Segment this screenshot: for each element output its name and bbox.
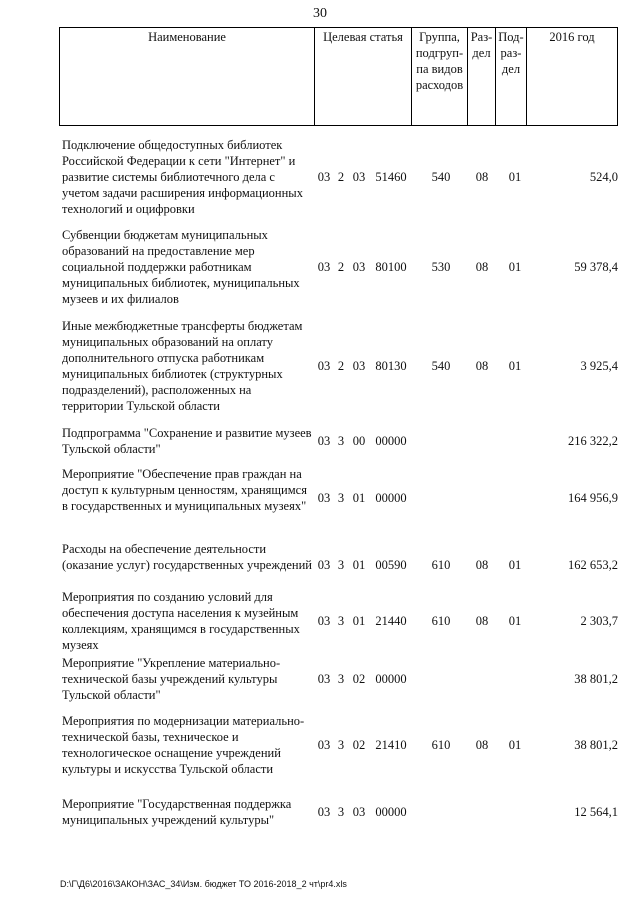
- target-article-code-part: 00000: [375, 672, 407, 686]
- section-value: 08: [475, 170, 489, 184]
- table-header: [59, 27, 618, 126]
- subsection-value: 01: [508, 359, 522, 373]
- target-article-code-part: 02: [352, 672, 366, 686]
- target-article-code-part: 03: [317, 805, 331, 819]
- row-name: Подпрограмма "Сохранение и развитие музеев Тульской области": [62, 426, 312, 456]
- amount-value: 38 801,2: [574, 672, 618, 686]
- target-article-code-part: 03: [317, 738, 331, 752]
- row-name: Мероприятие "Обеспечение прав граждан на доступ к культурным ценностям, хранящимся в государственных и муниципальных музеях": [62, 467, 307, 513]
- amount-value: 162 653,2: [568, 558, 618, 572]
- amount-value: 216 322,2: [568, 434, 618, 448]
- amount-value: 2 303,7: [580, 614, 618, 628]
- target-article-code-part: 2: [337, 170, 345, 184]
- amount-value: 164 956,9: [568, 491, 618, 505]
- target-article-code-part: 3: [337, 558, 345, 572]
- row-name: Подключение общедоступных библиотек Российской Федерации к сети "Интернет" и развитие системы библиотечного дела с учетом задачи расширения информационных технологий и оцифровки: [62, 138, 303, 216]
- target-article-code-part: 03: [317, 359, 331, 373]
- amount-value: 38 801,2: [574, 738, 618, 752]
- target-article-code-part: 03: [352, 805, 366, 819]
- target-article-code-part: 2: [337, 260, 345, 274]
- row-name: Мероприятие "Государственная поддержка муниципальных учреждений культуры": [62, 797, 292, 827]
- target-article-code-part: 00000: [375, 805, 407, 819]
- subsection-value: 01: [508, 170, 522, 184]
- target-article-code-part: 03: [317, 170, 331, 184]
- expense-group-value: 530: [431, 260, 451, 274]
- section-value: 08: [475, 614, 489, 628]
- section-value: 08: [475, 359, 489, 373]
- column-header-name: Наименование: [148, 30, 226, 44]
- section-value: 08: [475, 260, 489, 274]
- section-value: 08: [475, 738, 489, 752]
- target-article-code-part: 01: [352, 491, 366, 505]
- expense-group-value: 610: [431, 558, 451, 572]
- amount-value: 3 925,4: [580, 359, 618, 373]
- target-article-code-part: 03: [352, 170, 366, 184]
- target-article-code-part: 00: [352, 434, 366, 448]
- row-name: Мероприятия по модернизации материально-технической базы, техническое и технологическое оснащение учреждений культуры и искусства Тульской области: [62, 714, 305, 776]
- target-article-code-part: 03: [317, 558, 331, 572]
- target-article-code-part: 2: [337, 359, 345, 373]
- column-header-subsection: Под- раз- дел: [495, 28, 526, 125]
- subsection-value: 01: [508, 614, 522, 628]
- target-article-code-part: 03: [317, 672, 331, 686]
- target-article-code-part: 80100: [375, 260, 407, 274]
- expense-group-value: 610: [431, 738, 451, 752]
- target-article-code-part: 03: [317, 260, 331, 274]
- row-name: Мероприятия по созданию условий для обеспечения доступа населения к музейным коллекциям, хранящимся в государственных музеях: [62, 590, 300, 652]
- file-path-footer: D:\Г\Д6\2016\ЗАКОН\ЗАС_34\Изм. бюджет ТО 2016-2018_2 чт\pr4.xls: [60, 879, 347, 889]
- target-article-code-part: 00000: [375, 491, 407, 505]
- subsection-value: 01: [508, 260, 522, 274]
- target-article-code-part: 00590: [375, 558, 407, 572]
- target-article-code-part: 3: [337, 738, 345, 752]
- expense-group-value: 540: [431, 359, 451, 373]
- column-header-year-2016: 2016 год: [526, 28, 617, 125]
- target-article-code-part: 03: [317, 491, 331, 505]
- target-article-code-part: 3: [337, 434, 345, 448]
- target-article-code-part: 03: [352, 359, 366, 373]
- subsection-value: 01: [508, 558, 522, 572]
- target-article-code-part: 21440: [375, 614, 407, 628]
- row-name: Субвенции бюджетам муниципальных образований на предоставление мер социальной поддержки работникам муниципальных библиотек, муниципальных музеев и их филиалов: [62, 228, 300, 306]
- target-article-code-part: 01: [352, 614, 366, 628]
- amount-value: 12 564,1: [574, 805, 618, 819]
- amount-value: 524,0: [589, 170, 618, 184]
- column-header-expense-group: Группа, подгруп- па видов расходов: [411, 28, 467, 125]
- target-article-code-part: 3: [337, 805, 345, 819]
- target-article-code-part: 01: [352, 558, 366, 572]
- target-article-code-part: 3: [337, 672, 345, 686]
- target-article-code-part: 80130: [375, 359, 407, 373]
- target-article-code-part: 00000: [375, 434, 407, 448]
- column-header-section: Раз- дел: [467, 28, 495, 125]
- page-number: 30: [313, 6, 327, 21]
- target-article-code-part: 3: [337, 491, 345, 505]
- section-value: 08: [475, 558, 489, 572]
- target-article-code-part: 21410: [375, 738, 407, 752]
- target-article-code-part: 3: [337, 614, 345, 628]
- target-article-code-part: 03: [317, 434, 331, 448]
- target-article-code-part: 03: [317, 614, 331, 628]
- expense-group-value: 540: [431, 170, 451, 184]
- target-article-code-part: 03: [352, 260, 366, 274]
- amount-value: 59 378,4: [574, 260, 618, 274]
- target-article-code-part: 02: [352, 738, 366, 752]
- subsection-value: 01: [508, 738, 522, 752]
- row-name: Иные межбюджетные трансферты бюджетам муниципальных образований на оплату дополнительного отпуска работникам муниципальных библиотек (структурных подразделений), расположенных на территории Тульской области: [62, 319, 303, 413]
- expense-group-value: 610: [431, 614, 451, 628]
- target-article-code-part: 51460: [375, 170, 407, 184]
- column-header-target-article: Целевая статья: [314, 28, 411, 125]
- row-name: Расходы на обеспечение деятельности (оказание услуг) государственных учреждений: [62, 542, 312, 572]
- row-name: Мероприятие "Укрепление материально-технической базы учреждений культуры Тульской области": [62, 656, 281, 702]
